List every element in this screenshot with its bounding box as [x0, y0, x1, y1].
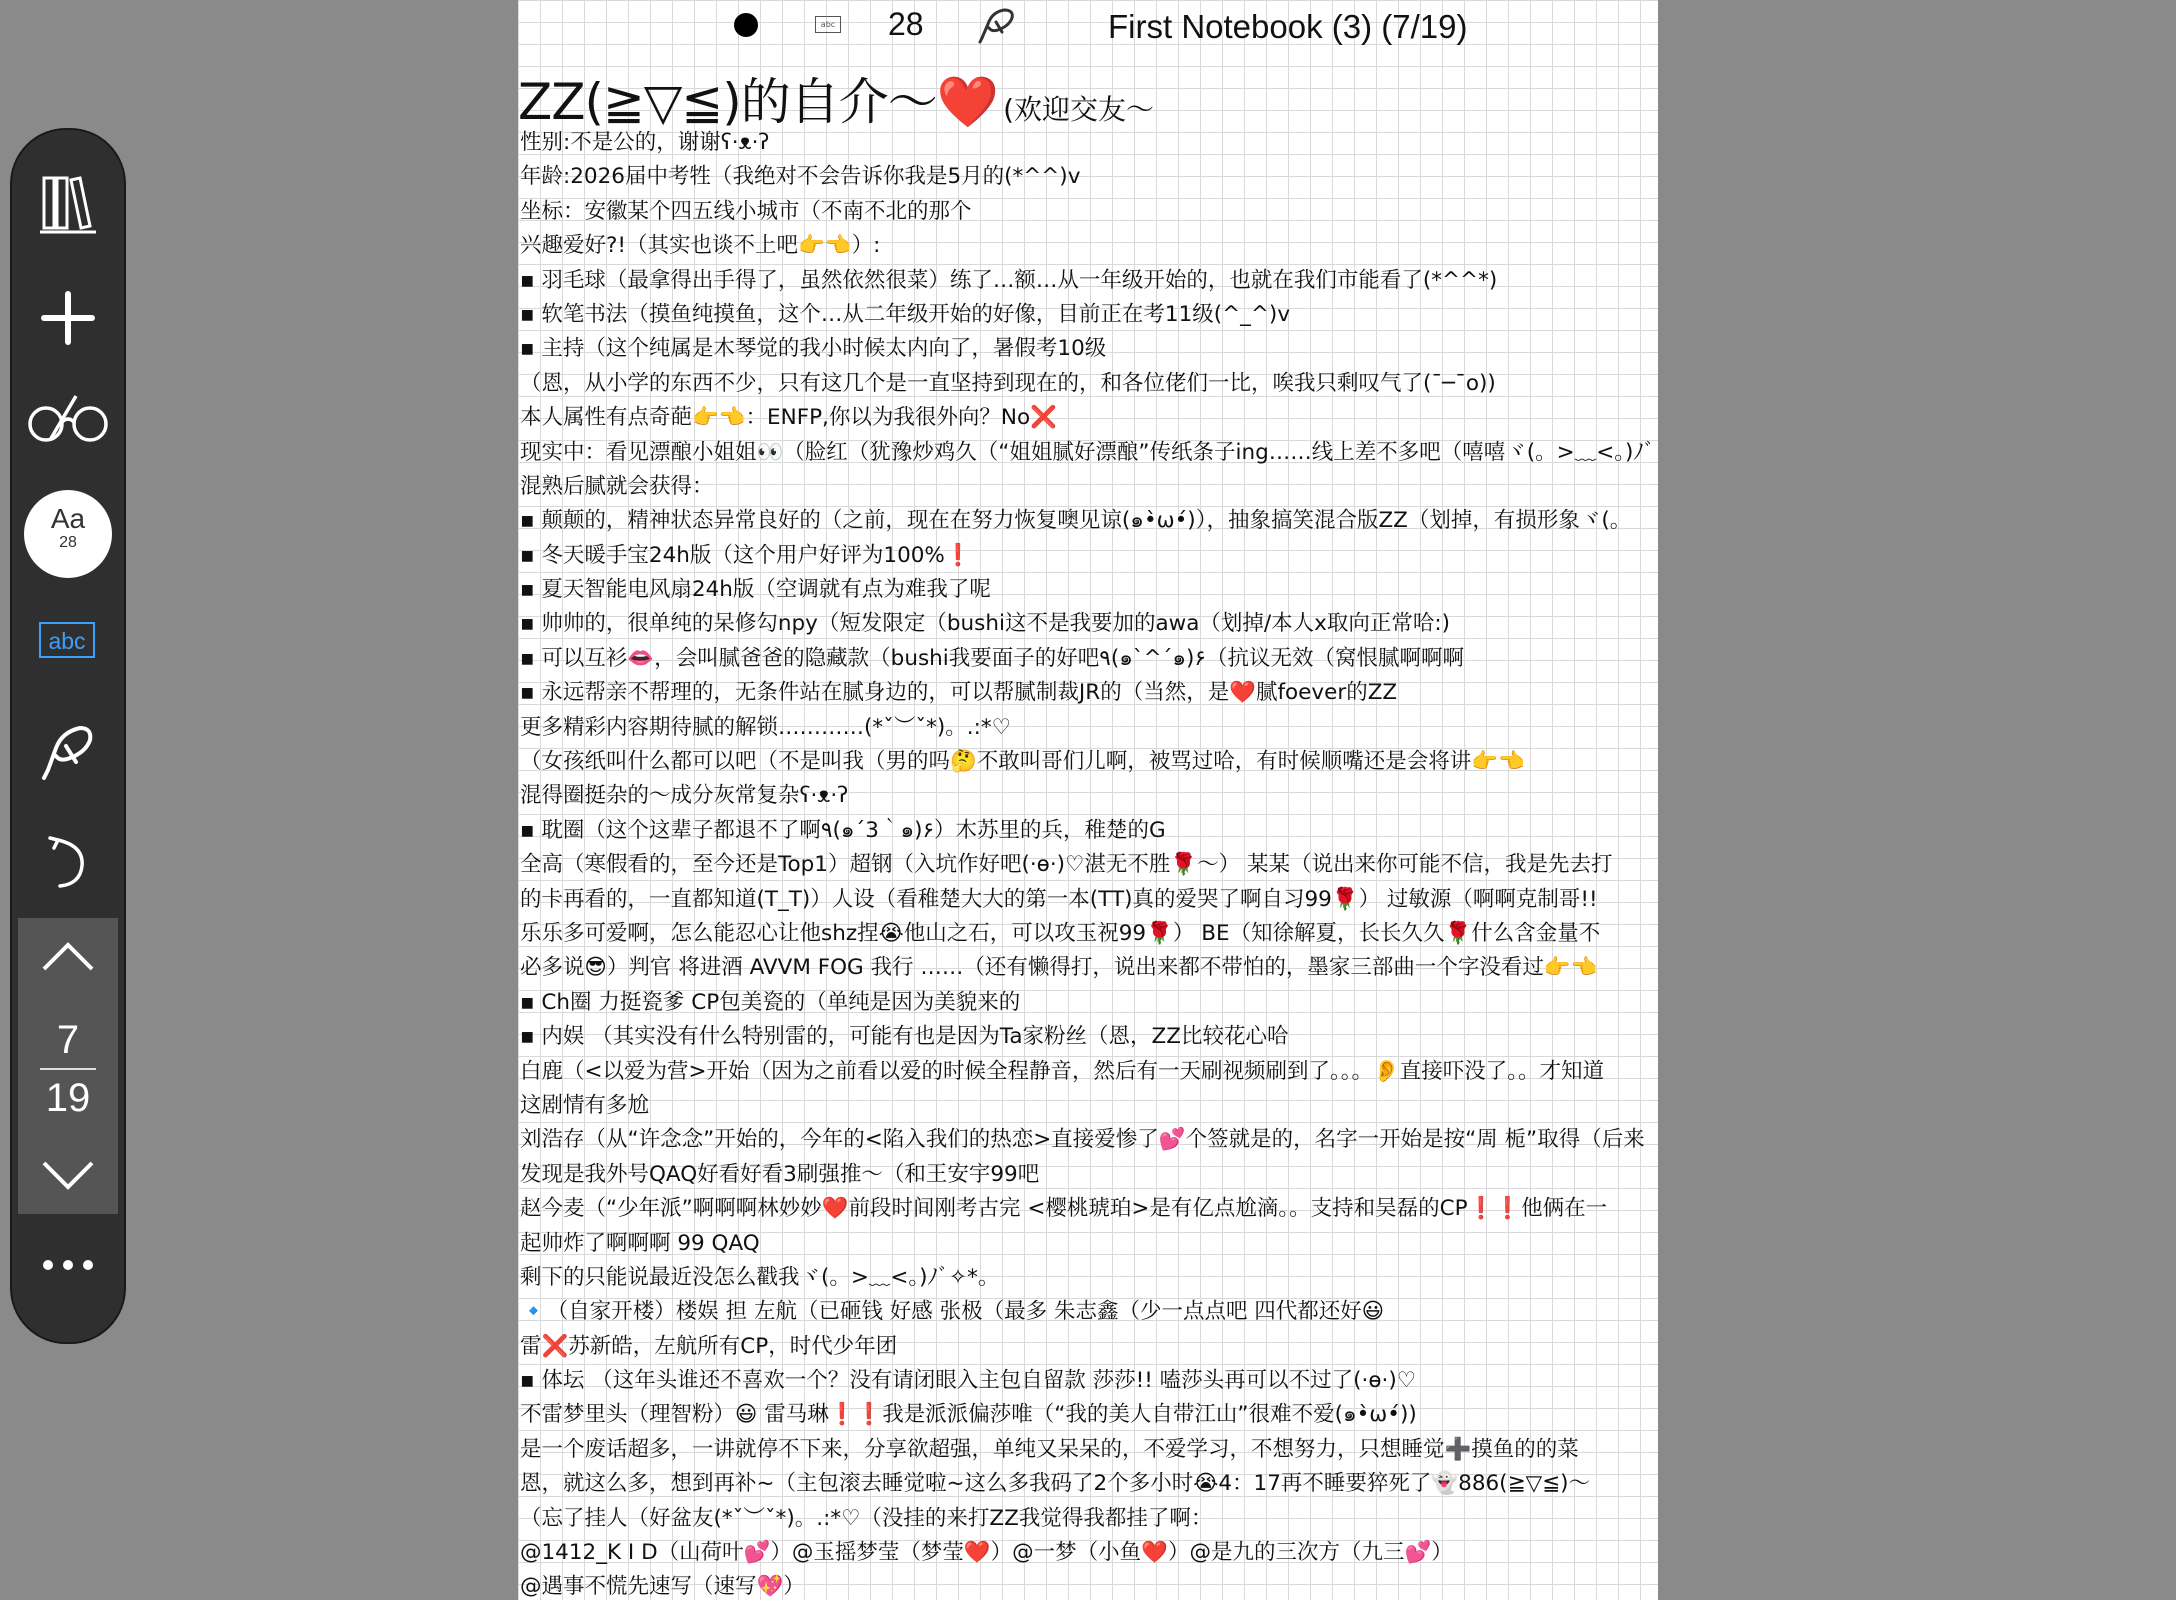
note-line: 全高（寒假看的，至今还是Top1）超钢（入坑作好吧(·ө·)♡湛无不胜🌹～） 某某（说出来你可能不信，我是先去打	[520, 852, 1613, 878]
add-page-button[interactable]	[12, 280, 124, 356]
lasso-indicator-icon[interactable]	[976, 4, 1018, 44]
note-line: @遇事不慌先速写（速写💖）	[520, 1574, 805, 1600]
note-line: 更多精彩内容期待腻的解锁…………(*ˇ︶ˇ*)。.:*♡	[520, 714, 1011, 740]
note-line: （女孩纸叫什么都可以吧（不是叫我（男的吗🤔不敢叫哥们儿啊，被骂过哈，有时候顺嘴还是会将讲👉👈	[520, 749, 1525, 775]
note-line: 剩下的只能说最近没怎么戳我ヾ(。>﹏<。)ﾉﾞ✧*。	[520, 1264, 1000, 1290]
more-dots-icon	[38, 1258, 98, 1272]
font-size-button[interactable]	[24, 490, 112, 578]
note-line: ▪ 冬天暖手宝24h版（这个用户好评为100%❗	[520, 542, 972, 568]
note-line: 发现是我外号QAQ好看好看3刷强推～（和王安宇99吧	[520, 1161, 1040, 1187]
page-divider	[40, 1068, 96, 1070]
note-title: ZZ(≧▽≦)的自介～❤️	[518, 73, 999, 131]
lasso-tool-button[interactable]	[12, 710, 124, 790]
note-line: 必多说😎）判官 将进酒 AVVM FOG 我行 ……（还有懒得打，说出来都不带怕的，墨家三部曲一个字没看过👉👈	[520, 955, 1598, 981]
note-line: 混熟后腻就会获得：	[520, 473, 714, 499]
note-line: ▪ Ch圈 力挺瓷爹 CP包美瓷的（单纯是因为美貌来的	[520, 989, 1021, 1015]
pen-size-indicator[interactable]: 28	[888, 6, 924, 42]
note-line: 起帅炸了啊啊啊 99 QAQ	[520, 1230, 760, 1256]
note-line: 雷❌苏新皓，左航所有CP，时代少年团	[520, 1333, 898, 1359]
font-aa-label: Aa	[50, 503, 86, 534]
note-line: ▪ 软笔书法（摸鱼纯摸鱼，这个…从二年级开始的好像，目前正在考11级(^_^)v	[520, 301, 1291, 327]
plus-icon	[38, 288, 98, 348]
note-line: 性别:不是公的，谢谢ʕ·ᴥ·ʔ	[520, 130, 770, 155]
note-line: 这剧情有多尬	[520, 1092, 650, 1118]
note-content	[518, 62, 1658, 1600]
note-lines	[518, 126, 1658, 1600]
font-size-label: 28	[59, 534, 77, 551]
chevron-down-icon	[38, 1157, 98, 1193]
next-page-button[interactable]	[12, 1150, 124, 1200]
glasses-icon	[26, 388, 110, 448]
note-line: 坐标：安徽某个四五线小城市（不南不北的那个	[520, 198, 972, 224]
note-line: ▪ 内娱 （其实没有什么特别雷的，可能有也是因为Ta家粉丝（恩，ZZ比较花心哈	[520, 1024, 1289, 1050]
note-line: 刘浩存（从“许念念”开始的，今年的<陷入我们的热恋>直接爱惨了💕个签就是的，名字一开始是按“周 栀”取得（后来	[520, 1127, 1645, 1153]
bookshelf-icon	[38, 172, 98, 236]
previous-page-button[interactable]	[12, 932, 124, 982]
note-line: ▪ 体坛 （这年头谁还不喜欢一个？没有请闭眼入主包自留款 莎莎!! 嗑莎头再可以不过了(·ө·)♡	[520, 1368, 1417, 1394]
note-title-line	[518, 62, 1658, 131]
note-line: 恩，就这么多，想到再补~（主包滚去睡觉啦~这么多我码了2个多小时😭4：17再不睡要猝死了👻886(≧▽≦)～	[520, 1471, 1591, 1497]
note-line: （忘了挂人（好盆友(*ˇ︶ˇ*)。.:*♡（没挂的来打ZZ我觉得我都挂了啊：	[520, 1505, 1213, 1531]
note-line: 混得圈挺杂的～成分灰常复杂ʕ·ᴥ·ʔ	[520, 783, 849, 809]
note-line: ▪ 可以互衫👄，会叫腻爸爸的隐藏款（bushi我要面子的好吧٩(๑`^´๑)۶（抗议无效（窝恨腻啊啊啊	[520, 645, 1464, 671]
note-line: 现实中：看见漂酿小姐姐👀（脸红（犹豫炒鸡久（“姐姐腻好漂酿”传纸条子ing……线上差不多吧（嘻嘻ヾ(。>﹏<。)ﾉﾞ	[520, 439, 1655, 465]
note-line: ▪ 帅帅的，很单纯的呆修勾npy（短发限定（bushi这不是我要加的awa（划掉/本人x取向正常哈:)	[520, 611, 1451, 637]
note-line: 年龄:2026届中考牲（我绝对不会告诉你我是5月的(*^^)v	[520, 164, 1081, 190]
note-line: ▪ 夏天智能电风扇24h版（空调就有点为难我了呢	[520, 577, 991, 603]
current-page-number: 7	[56, 1018, 80, 1062]
note-line: ▪ 永远帮亲不帮理的，无条件站在腻身边的，可以帮腻制裁JR的（当然，是❤️腻foever的ZZ	[520, 680, 1398, 706]
note-line: 赵今麦（“少年派”啊啊啊林妙妙❤️前段时间刚考古完 <樱桃琥珀>是有亿点尬滴。。支持和吴磊的CP❗❗他俩在一	[520, 1196, 1608, 1222]
undo-button[interactable]	[12, 820, 124, 900]
chevron-up-icon	[38, 939, 98, 975]
reading-mode-button[interactable]	[12, 380, 124, 456]
note-line: 乐乐多可爱啊，怎么能忍心让他shz捏😭他山之石，可以攻玉祝99🌹） BE（知徐解夏，长长久久🌹什么含金量不	[520, 920, 1601, 946]
library-button[interactable]	[12, 166, 124, 242]
note-line: 本人属性有点奇葩👉👈：ENFP,你以为我很外向？No❌	[520, 405, 1057, 431]
note-title-sub: (欢迎交友～	[1003, 93, 1155, 126]
notebook-page[interactable]	[518, 0, 1658, 1600]
note-line: ▪ 羽毛球（最拿得出手得了，虽然依然很菜）练了…额…从一年级开始的，也就在我们市能看了(*^^*)	[520, 267, 1498, 293]
note-line: 的卡再看的，一直都知道(T_T)）人设（看稚楚大大的第一本(TT)真的爱哭了啊自习99🌹） 过敏源（啊啊克制哥!!	[520, 886, 1598, 912]
more-options-button[interactable]	[12, 1240, 124, 1290]
note-line: 兴趣爱好?!（其实也谈不上吧👉👈）:	[520, 233, 881, 259]
text-mode-indicator[interactable]: abc	[815, 16, 841, 33]
pen-color-indicator[interactable]	[734, 13, 758, 37]
note-line: ▪ 耽圈（这个这辈子都退不了啊٩(๑´3｀๑)۶）木苏里的兵，稚楚的G	[520, 817, 1166, 843]
page-navigator	[18, 918, 118, 1214]
note-line: 是一个废话超多，一讲就停不下来，分享欲超强，单纯又呆呆的，不爱学习，不想努力，只想睡觉➕摸鱼的的菜	[520, 1436, 1579, 1462]
note-line: ▪ 颠颠的，精神状态异常良好的（之前，现在在努力恢复噢见谅(๑•̀ω•́)），抽象搞笑混合版ZZ（划掉，有损形象ヾ(。	[520, 508, 1632, 534]
page-status-bar	[518, 0, 1658, 54]
note-line: ▪ 主持（这个纯属是木琴觉的我小时候太内向了，暑假考10级	[520, 336, 1107, 362]
note-line: 🔹（自家开楼）楼娱 担 左航（已砸钱 好感 张极（最多 朱志鑫（少一点点吧 四代都还好😃	[520, 1299, 1385, 1325]
note-line: @1412_K I D（山荷叶💕）@玉摇梦莹（梦莹❤️）@一梦（小鱼❤️）@是九的三次方（九三💕）	[520, 1540, 1453, 1566]
left-toolbar	[10, 128, 126, 1344]
undo-icon	[40, 828, 96, 892]
note-line: 不雷梦里头（理智粉）😃 雷马琳❗❗我是派派偏莎唯（“我的美人自带江山”很难不爱(๑•̀ω•́))	[520, 1402, 1417, 1428]
text-recognition-button[interactable]: abc	[39, 622, 95, 658]
note-line: 白鹿（<以爱为营>开始（因为之前看以爱的时候全程静音，然后有一天刷视频刷到了。。。👂直接吓没了。。才知道	[520, 1058, 1605, 1084]
notebook-title: First Notebook (3) (7/19)	[1108, 8, 1468, 45]
total-page-number: 19	[45, 1076, 91, 1120]
note-line: （恩，从小学的东西不少，只有这几个是一直坚持到现在的，和各位佬们一比，唉我只剩叹气了(¯─¯o))	[520, 370, 1496, 396]
lasso-icon	[36, 718, 100, 782]
